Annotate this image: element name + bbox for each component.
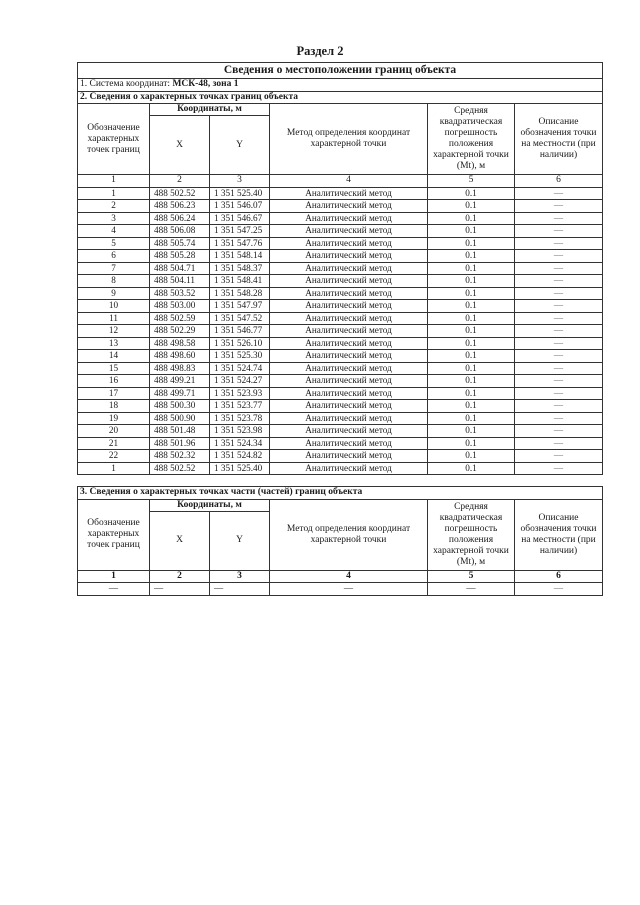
description-cell: —	[515, 212, 603, 225]
point-number: 17	[78, 387, 150, 400]
point-number: 8	[78, 275, 150, 288]
method-cell: Аналитический метод	[270, 387, 428, 400]
table-row	[78, 387, 603, 400]
method-cell: Аналитический метод	[270, 287, 428, 300]
column-number: 5	[428, 570, 515, 583]
coord-x: 488 503.00	[150, 300, 210, 313]
coord-y: 1 351 523.93	[210, 387, 270, 400]
subsection-heading: 3. Сведения о характерных точках части (частей) границ объекта	[78, 487, 603, 500]
coord-y: 1 351 548.41	[210, 275, 270, 288]
method-cell: Аналитический метод	[270, 362, 428, 375]
column-number: 4	[270, 570, 428, 583]
method-cell: Аналитический метод	[270, 262, 428, 275]
description-cell: —	[515, 275, 603, 288]
coord-x: 488 499.71	[150, 387, 210, 400]
header-description: Описание обозначения точки на местности (при наличии)	[515, 104, 603, 175]
table-row	[78, 300, 603, 313]
method-cell: Аналитический метод	[270, 375, 428, 388]
description-cell: —	[515, 287, 603, 300]
point-number: 18	[78, 400, 150, 413]
column-number: 3	[210, 570, 270, 583]
table-row	[78, 237, 603, 250]
method-cell: Аналитический метод	[270, 250, 428, 263]
method-cell: Аналитический метод	[270, 312, 428, 325]
description-cell: —	[515, 312, 603, 325]
accuracy-cell: 0.1	[428, 250, 515, 263]
coord-y: 1 351 548.37	[210, 262, 270, 275]
description-cell: —	[515, 300, 603, 313]
part-boundary-points-table	[77, 486, 603, 596]
table-row	[78, 200, 603, 213]
accuracy-cell: 0.1	[428, 262, 515, 275]
header-x: X	[150, 116, 210, 175]
column-number: 2	[150, 175, 210, 188]
point-number: 16	[78, 375, 150, 388]
coord-y: 1 351 523.78	[210, 412, 270, 425]
coord-x: 488 499.21	[150, 375, 210, 388]
method-cell: Аналитический метод	[270, 212, 428, 225]
table-row	[78, 375, 603, 388]
table-row	[78, 262, 603, 275]
method-cell: Аналитический метод	[270, 200, 428, 213]
point-number: 19	[78, 412, 150, 425]
coord-y: 1 351 525.40	[210, 462, 270, 475]
coordinate-system-value: МСК-48, зона 1	[172, 79, 239, 89]
header-method: Метод определения координат характерной точки	[270, 499, 428, 570]
description-cell: —	[515, 200, 603, 213]
header-coords: Координаты, м	[150, 499, 270, 511]
point-number: 10	[78, 300, 150, 313]
header-row-1	[78, 499, 603, 511]
coord-y: 1 351 548.28	[210, 287, 270, 300]
point-number: 4	[78, 225, 150, 238]
method-cell: Аналитический метод	[270, 225, 428, 238]
header-accuracy: Средняя квадратическая погрешность положения характерной точки (Mt), м	[428, 104, 515, 175]
method-cell: Аналитический метод	[270, 450, 428, 463]
coord-y: 1 351 547.97	[210, 300, 270, 313]
accuracy-cell: 0.1	[428, 212, 515, 225]
table-row	[78, 275, 603, 288]
coord-y: 1 351 547.25	[210, 225, 270, 238]
header-coords: Координаты, м	[150, 104, 270, 116]
coord-y: 1 351 546.07	[210, 200, 270, 213]
section-title: Раздел 2	[296, 44, 344, 58]
accuracy-cell: 0.1	[428, 450, 515, 463]
column-number: 5	[428, 175, 515, 188]
description-cell: —	[515, 237, 603, 250]
table-row	[78, 583, 603, 596]
coordinate-system-row	[78, 79, 603, 92]
table-row	[78, 350, 603, 363]
coord-y: 1 351 524.74	[210, 362, 270, 375]
coord-y: 1 351 525.30	[210, 350, 270, 363]
accuracy-cell: 0.1	[428, 275, 515, 288]
point-number: 9	[78, 287, 150, 300]
coord-x: 488 506.23	[150, 200, 210, 213]
table-row	[78, 250, 603, 263]
coord-x: —	[150, 583, 210, 596]
point-number: 7	[78, 262, 150, 275]
method-cell: Аналитический метод	[270, 437, 428, 450]
coord-y: 1 351 524.82	[210, 450, 270, 463]
boundary-points-table	[77, 62, 603, 475]
coord-x: 488 503.52	[150, 287, 210, 300]
description-cell: —	[515, 400, 603, 413]
description-cell: —	[515, 387, 603, 400]
table-row	[78, 287, 603, 300]
column-number: 6	[515, 570, 603, 583]
accuracy-cell: 0.1	[428, 350, 515, 363]
coord-y: 1 351 524.27	[210, 375, 270, 388]
column-number: 2	[150, 570, 210, 583]
table-row	[78, 225, 603, 238]
accuracy-cell: 0.1	[428, 287, 515, 300]
header-row-1	[78, 104, 603, 116]
coord-x: 488 504.11	[150, 275, 210, 288]
accuracy-cell: 0.1	[428, 312, 515, 325]
table-row	[78, 425, 603, 438]
description-cell: —	[515, 337, 603, 350]
accuracy-cell: 0.1	[428, 387, 515, 400]
coord-y: 1 351 547.52	[210, 312, 270, 325]
coord-y: —	[210, 583, 270, 596]
table-row	[78, 362, 603, 375]
point-number: 1	[78, 187, 150, 200]
column-number: 6	[515, 175, 603, 188]
coord-y: 1 351 546.67	[210, 212, 270, 225]
table-caption-row	[78, 63, 603, 79]
point-number: 20	[78, 425, 150, 438]
header-method: Метод определения координат характерной точки	[270, 104, 428, 175]
column-number: 1	[78, 570, 150, 583]
column-number: 1	[78, 175, 150, 188]
table-row	[78, 462, 603, 475]
accuracy-cell: 0.1	[428, 200, 515, 213]
table-row	[78, 212, 603, 225]
coord-x: 488 501.96	[150, 437, 210, 450]
accuracy-cell: 0.1	[428, 375, 515, 388]
coord-x: 488 502.32	[150, 450, 210, 463]
method-cell: Аналитический метод	[270, 350, 428, 363]
table-row	[78, 325, 603, 338]
point-number: 2	[78, 200, 150, 213]
coord-x: 488 504.71	[150, 262, 210, 275]
accuracy-cell: —	[428, 583, 515, 596]
accuracy-cell: 0.1	[428, 237, 515, 250]
coord-x: 488 498.60	[150, 350, 210, 363]
point-number: 15	[78, 362, 150, 375]
description-cell: —	[515, 325, 603, 338]
subsection-row	[78, 91, 603, 104]
header-designation: Обозначение характерных точек границ	[78, 499, 150, 570]
coord-y: 1 351 547.76	[210, 237, 270, 250]
coord-y: 1 351 548.14	[210, 250, 270, 263]
column-number-row	[78, 570, 603, 583]
header-accuracy: Средняя квадратическая погрешность положения характерной точки (Mt), м	[428, 499, 515, 570]
coord-x: 488 506.08	[150, 225, 210, 238]
point-number: 6	[78, 250, 150, 263]
method-cell: Аналитический метод	[270, 325, 428, 338]
subsection-heading: 2. Сведения о характерных точках границ объекта	[78, 91, 603, 104]
point-number: 5	[78, 237, 150, 250]
description-cell: —	[515, 187, 603, 200]
header-x: X	[150, 511, 210, 570]
accuracy-cell: 0.1	[428, 325, 515, 338]
accuracy-cell: 0.1	[428, 300, 515, 313]
coord-y: 1 351 525.40	[210, 187, 270, 200]
description-cell: —	[515, 225, 603, 238]
accuracy-cell: 0.1	[428, 462, 515, 475]
table-row	[78, 450, 603, 463]
accuracy-cell: 0.1	[428, 425, 515, 438]
method-cell: Аналитический метод	[270, 337, 428, 350]
header-description: Описание обозначения точки на местности (при наличии)	[515, 499, 603, 570]
table-row	[78, 437, 603, 450]
point-number: 13	[78, 337, 150, 350]
accuracy-cell: 0.1	[428, 412, 515, 425]
coord-x: 488 505.28	[150, 250, 210, 263]
subsection-row	[78, 487, 603, 500]
description-cell: —	[515, 450, 603, 463]
coord-x: 488 501.48	[150, 425, 210, 438]
column-number: 4	[270, 175, 428, 188]
coord-x: 488 506.24	[150, 212, 210, 225]
point-number: —	[78, 583, 150, 596]
table-row	[78, 312, 603, 325]
point-number: 22	[78, 450, 150, 463]
coord-x: 488 500.90	[150, 412, 210, 425]
method-cell: Аналитический метод	[270, 300, 428, 313]
description-cell: —	[515, 583, 603, 596]
coord-y: 1 351 546.77	[210, 325, 270, 338]
description-cell: —	[515, 437, 603, 450]
table-caption: Сведения о местоположении границ объекта	[78, 63, 603, 79]
coordinate-system-label: 1. Система координат:	[80, 79, 171, 89]
table-row	[78, 400, 603, 413]
table-row	[78, 412, 603, 425]
point-number: 21	[78, 437, 150, 450]
table-row	[78, 337, 603, 350]
description-cell: —	[515, 362, 603, 375]
accuracy-cell: 0.1	[428, 437, 515, 450]
coordinate-system	[78, 79, 603, 92]
coord-y: 1 351 523.77	[210, 400, 270, 413]
description-cell: —	[515, 462, 603, 475]
table-row	[78, 187, 603, 200]
coord-x: 488 502.29	[150, 325, 210, 338]
method-cell: —	[270, 583, 428, 596]
coord-x: 488 502.52	[150, 187, 210, 200]
description-cell: —	[515, 412, 603, 425]
point-number: 14	[78, 350, 150, 363]
point-number: 12	[78, 325, 150, 338]
header-designation: Обозначение характерных точек границ	[78, 104, 150, 175]
method-cell: Аналитический метод	[270, 187, 428, 200]
coord-y: 1 351 523.98	[210, 425, 270, 438]
description-cell: —	[515, 375, 603, 388]
accuracy-cell: 0.1	[428, 187, 515, 200]
accuracy-cell: 0.1	[428, 225, 515, 238]
accuracy-cell: 0.1	[428, 337, 515, 350]
description-cell: —	[515, 262, 603, 275]
accuracy-cell: 0.1	[428, 400, 515, 413]
point-number: 11	[78, 312, 150, 325]
header-y: Y	[210, 116, 270, 175]
coord-x: 488 502.59	[150, 312, 210, 325]
method-cell: Аналитический метод	[270, 237, 428, 250]
accuracy-cell: 0.1	[428, 362, 515, 375]
coord-x: 488 500.30	[150, 400, 210, 413]
coord-x: 488 498.83	[150, 362, 210, 375]
coord-y: 1 351 524.34	[210, 437, 270, 450]
coord-x: 488 505.74	[150, 237, 210, 250]
coord-y: 1 351 526.10	[210, 337, 270, 350]
method-cell: Аналитический метод	[270, 425, 428, 438]
header-y: Y	[210, 511, 270, 570]
point-number: 1	[78, 462, 150, 475]
description-cell: —	[515, 250, 603, 263]
method-cell: Аналитический метод	[270, 412, 428, 425]
column-number-row	[78, 175, 603, 188]
method-cell: Аналитический метод	[270, 462, 428, 475]
method-cell: Аналитический метод	[270, 275, 428, 288]
method-cell: Аналитический метод	[270, 400, 428, 413]
point-number: 3	[78, 212, 150, 225]
column-number: 3	[210, 175, 270, 188]
coord-x: 488 498.58	[150, 337, 210, 350]
coord-x: 488 502.52	[150, 462, 210, 475]
description-cell: —	[515, 425, 603, 438]
description-cell: —	[515, 350, 603, 363]
